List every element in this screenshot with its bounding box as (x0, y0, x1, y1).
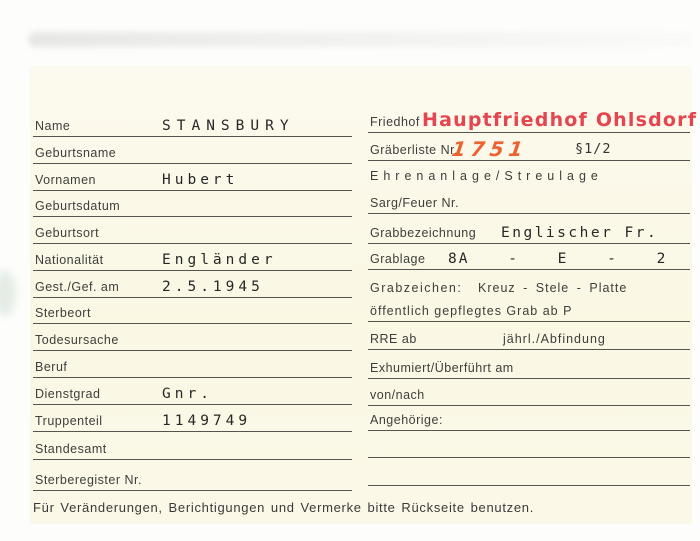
row-vornamen (33, 164, 352, 191)
row-geburtsname (33, 137, 352, 164)
field-label: Sarg/Feuer Nr. (370, 196, 459, 210)
field-label: Beruf (35, 360, 68, 374)
field-label: Ehrenanlage/Streulage (370, 169, 603, 183)
row-nationalitaet (33, 244, 352, 271)
field-label: Gest./Gef. am (35, 280, 120, 294)
row-ehrenanlage (368, 160, 690, 186)
row-sterbeort (33, 297, 352, 324)
field-value: 8A - E - 2 (448, 251, 668, 267)
friedhof-stamp-value: Hauptfriedhof Ohlsdorf (422, 109, 698, 131)
footer-note: Für Veränderungen, Berichtigungen und Vermerke bitte Rückseite benutzen. (33, 500, 535, 515)
field-label: Geburtsort (35, 226, 100, 240)
row-todesursache (33, 324, 352, 351)
field-label: Sterbeort (35, 306, 91, 320)
row-oeffentlich-gepflegtes-grab (368, 295, 690, 322)
field-label: Gräberliste Nr. (370, 143, 459, 157)
row-truppenteil (33, 405, 352, 432)
field-value: Engländer (162, 252, 277, 268)
paragraph-mark: §1/2 (575, 141, 612, 157)
row-sarg-feuer-nr (368, 187, 690, 214)
field-label: Truppenteil (35, 414, 103, 428)
row-standesamt (33, 433, 352, 460)
field-value: Englischer Fr. (501, 225, 659, 241)
field-value: Hubert (162, 172, 239, 188)
field-label: Todesursache (35, 333, 119, 347)
row-blank-2 (368, 459, 690, 486)
row-graeberliste (368, 134, 690, 161)
graeberliste-handwritten-value: 1751 (450, 137, 530, 161)
field-value: Gnr. (162, 386, 213, 402)
row-von-nach (368, 379, 690, 406)
field-label: Geburtsdatum (35, 199, 121, 213)
field-label: Vornamen (35, 173, 96, 187)
row-sterberegister (33, 464, 352, 491)
field-label: RRE ab (370, 332, 417, 346)
row-friedhof (368, 106, 698, 133)
field-label: Name (35, 119, 71, 133)
field-label: öffentlich gepflegtes Grab ab P (370, 304, 573, 318)
row-angehoerige (368, 404, 690, 431)
field-label: von/nach (370, 388, 425, 402)
field-value: 1149749 (162, 413, 252, 429)
field-label: Grabzeichen: (370, 281, 463, 295)
field-label: Friedhof (370, 115, 420, 129)
row-geburtsort (33, 217, 352, 244)
field-label: Angehörige: (370, 413, 443, 427)
field-label: Sterberegister Nr. (35, 473, 142, 487)
scan-artifact-band (28, 32, 692, 47)
scan-smudge (0, 270, 16, 316)
field-value: STANSBURY (162, 118, 295, 134)
row-grabbezeichnung (368, 217, 690, 244)
field-label: Geburtsname (35, 146, 117, 160)
field-value: 2.5.1945 (162, 279, 264, 295)
row-name (33, 110, 352, 137)
field-value: Kreuz - Stele - Platte (478, 281, 628, 295)
row-blank-1 (368, 431, 690, 458)
row-grablage (368, 243, 690, 270)
row-dienstgrad (33, 378, 352, 405)
field-label: Exhumiert/Überführt am (370, 361, 514, 375)
row-gest-gef-am (33, 271, 352, 298)
row-rre-ab (368, 323, 690, 350)
field-label: Dienstgrad (35, 387, 101, 401)
field-label: Grabbezeichnung (370, 226, 477, 240)
field-label: Nationalität (35, 253, 104, 267)
row-beruf (33, 351, 352, 378)
row-geburtsdatum (33, 190, 352, 217)
grave-record-card (30, 66, 698, 524)
field-label: Grablage (370, 252, 426, 266)
row-exhumiert (368, 352, 690, 379)
field-label: Standesamt (35, 442, 107, 456)
field-value: jährl./Abfindung (503, 332, 606, 346)
